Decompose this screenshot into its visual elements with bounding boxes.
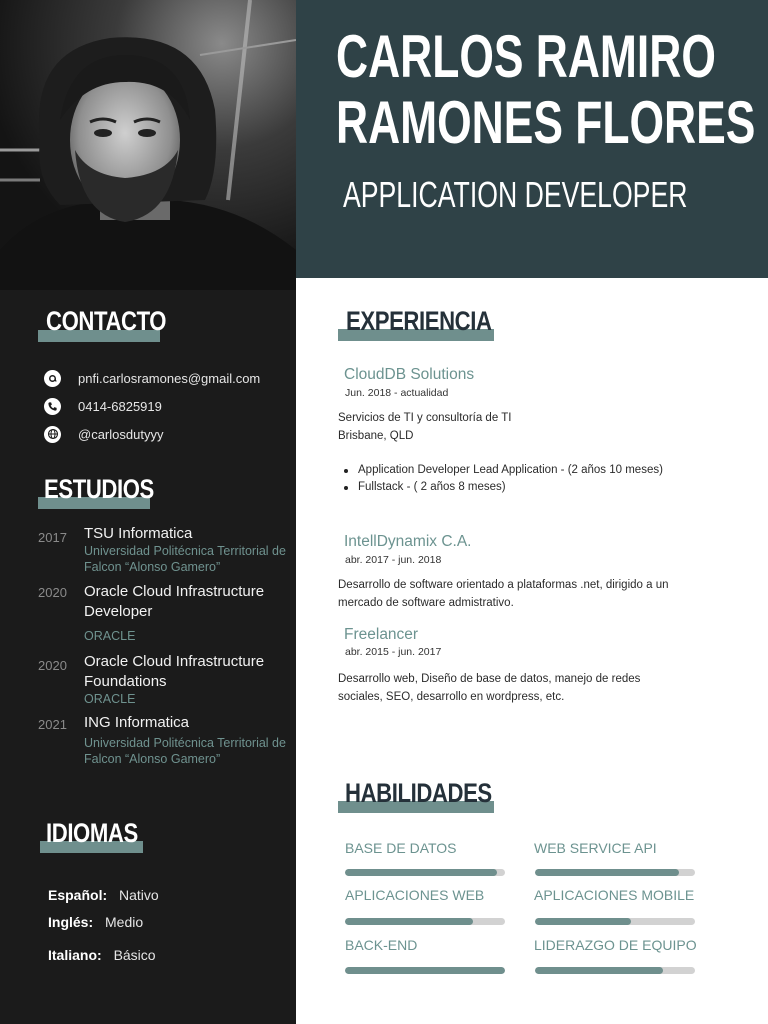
skill-bar-fill — [345, 967, 505, 974]
skills-heading: HABILIDADES — [345, 778, 492, 808]
globe-icon — [44, 426, 61, 443]
job-dates: Jun. 2018 - actualidad — [345, 387, 449, 399]
phone-icon — [44, 398, 61, 415]
contact-phone[interactable] — [44, 396, 162, 416]
email-icon — [44, 370, 61, 387]
study-institution: ORACLE — [84, 629, 136, 643]
study-year: 2020 — [38, 585, 67, 600]
name-header — [296, 0, 768, 278]
skill-bar-fill — [535, 967, 663, 974]
language-level: Básico — [113, 947, 156, 963]
skill-bar — [345, 869, 505, 876]
company-name: CloudDB Solutions — [344, 366, 475, 383]
job-description: Servicios de TI y consultoría de TI — [338, 412, 512, 424]
company-name: Freelancer — [344, 626, 419, 643]
portrait-image — [0, 0, 296, 290]
sidebar — [0, 0, 296, 1024]
contact-phone-text: 0414-6825919 — [78, 398, 162, 414]
list-item: Application Developer Lead Application - (2 años 10 meses) — [358, 462, 718, 479]
skill-bar — [535, 967, 695, 974]
skill-label: BACK-END — [345, 937, 418, 953]
study-institution: Universidad Politécnica Territorial de Falcon “Alonso Gamero” — [84, 544, 286, 574]
study-institution: ORACLE — [84, 692, 136, 706]
contact-heading: CONTACTO — [46, 306, 167, 336]
profile-photo — [0, 0, 296, 290]
skill-bar — [345, 967, 505, 974]
study-institution: Universidad Politécnica Territorial de Falcon “Alonso Gamero” — [84, 736, 286, 766]
language-name: Español: — [48, 887, 108, 903]
experience-heading: EXPERIENCIA — [346, 306, 492, 336]
name-line-1: CARLOS RAMIRO — [336, 23, 716, 90]
contact-email-text: pnfi.carlosramones@gmail.com — [78, 370, 261, 386]
language-item — [48, 914, 143, 930]
language-level: Nativo — [119, 887, 159, 903]
job-dates: abr. 2015 - jun. 2017 — [345, 646, 442, 658]
skill-label: WEB SERVICE API — [534, 840, 657, 856]
contact-social-text: @carlosdutyyy — [78, 426, 164, 442]
study-title: ING Informatica — [84, 714, 190, 731]
job-description: Desarrollo web, Diseño de base de datos, manejo de redes sociales, SEO, desarrollo en wordpress, etc. — [338, 673, 641, 703]
job-description: Desarrollo de software orientado a plataformas .net, dirigido a un mercado de software admistrativo. — [338, 579, 669, 609]
skill-bar-fill — [535, 869, 679, 876]
skill-bar — [535, 918, 695, 925]
skill-bar-fill — [345, 918, 473, 925]
skill-label: LIDERAZGO DE EQUIPO — [534, 937, 697, 953]
study-title: TSU Informatica — [84, 525, 193, 542]
study-year: 2021 — [38, 717, 67, 732]
language-item — [48, 887, 159, 903]
job-location: Brisbane, QLD — [338, 430, 414, 442]
job-title: APPLICATION DEVELOPER — [343, 174, 688, 215]
skill-label: BASE DE DATOS — [345, 840, 457, 856]
studies-heading: ESTUDIOS — [44, 474, 154, 504]
study-year: 2017 — [38, 530, 67, 545]
company-name: IntellDynamix C.A. — [344, 533, 472, 550]
contact-email[interactable] — [44, 368, 260, 388]
skill-label: APLICACIONES WEB — [345, 887, 485, 903]
languages-heading: IDIOMAS — [46, 818, 138, 848]
language-name: Italiano: — [48, 947, 102, 963]
study-title: Oracle Cloud Infrastructure Foundations — [84, 653, 265, 690]
list-item: Fullstack - ( 2 años 8 meses) — [358, 479, 718, 496]
skill-label: APLICACIONES MOBILE — [534, 887, 695, 903]
language-item — [48, 947, 156, 963]
job-bullets — [358, 462, 718, 496]
language-name: Inglés: — [48, 914, 94, 930]
contact-social[interactable] — [44, 424, 163, 444]
name-line-2: RAMONES FLORES — [336, 89, 756, 156]
job-dates: abr. 2017 - jun. 2018 — [345, 554, 442, 566]
skill-bar — [345, 918, 505, 925]
skill-bar-fill — [535, 918, 631, 925]
study-year: 2020 — [38, 658, 67, 673]
skill-bar — [535, 869, 695, 876]
study-title: Oracle Cloud Infrastructure Developer — [84, 583, 265, 620]
language-level: Medio — [105, 914, 144, 930]
skill-bar-fill — [345, 869, 497, 876]
